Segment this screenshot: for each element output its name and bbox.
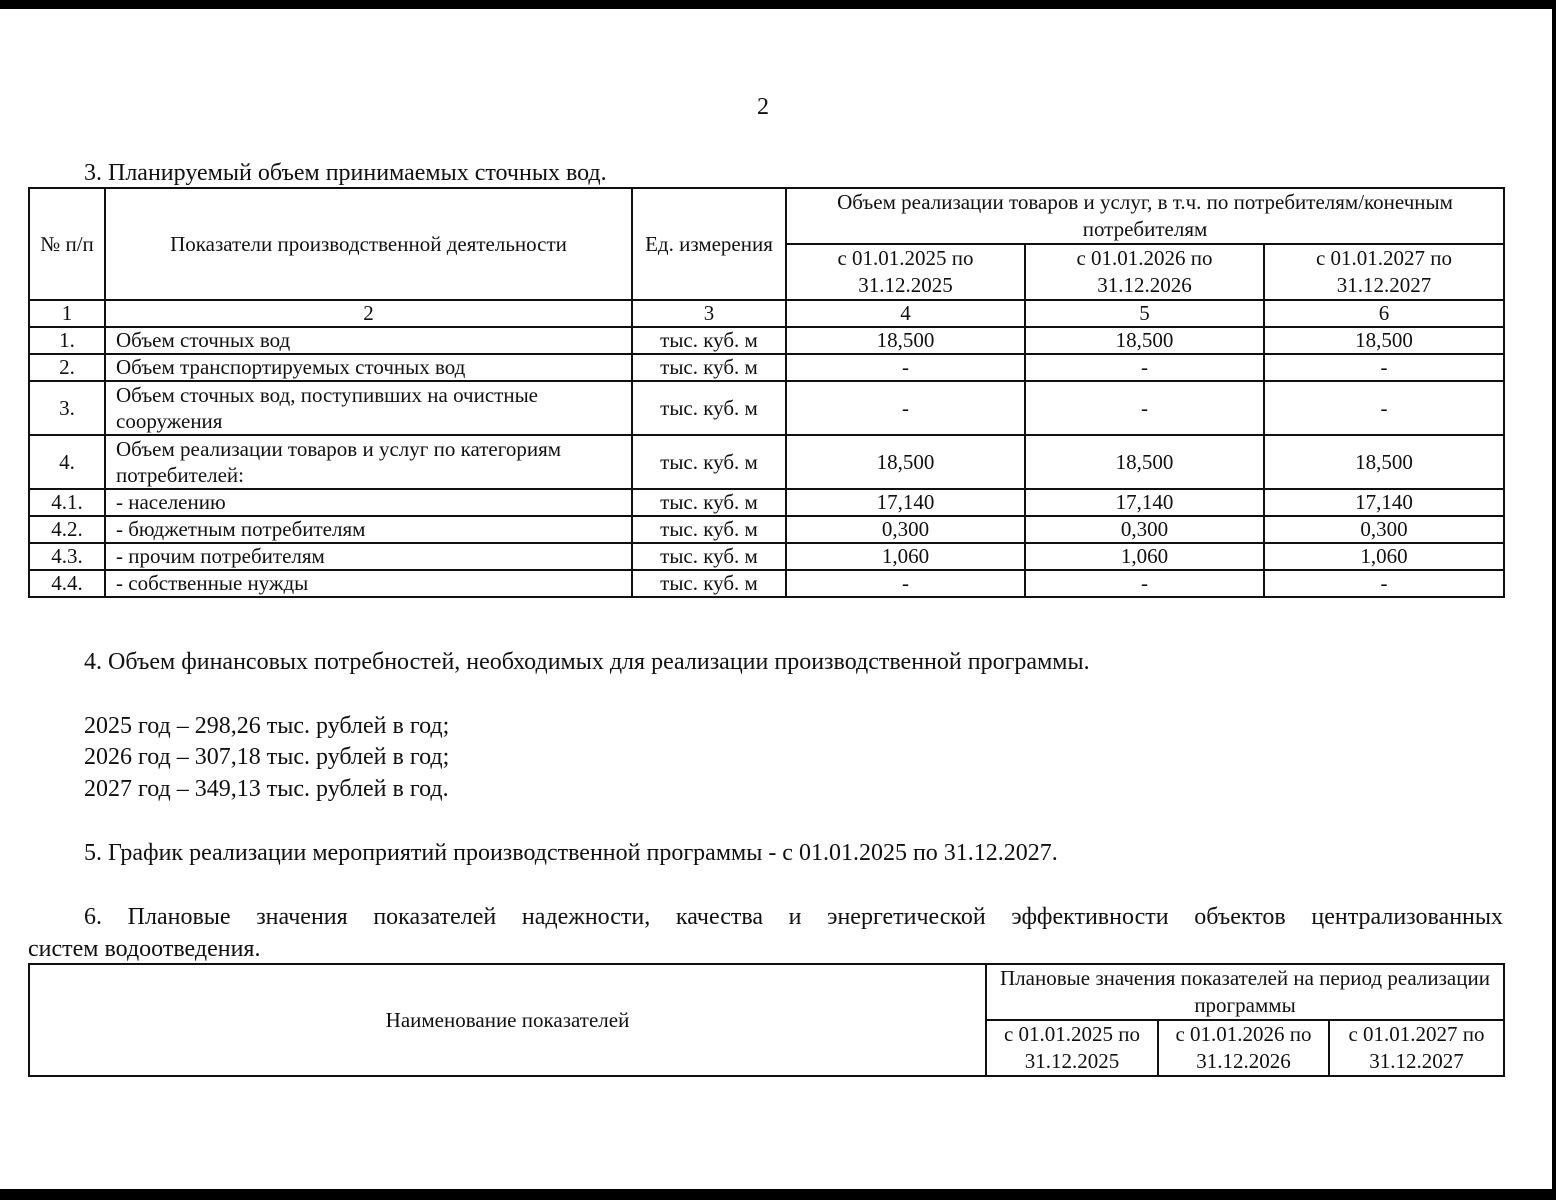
column-number: 3 [632,300,786,327]
wastewater-volume-table [28,187,1505,598]
header-num: № п/п [29,188,105,300]
scan-top-border [0,0,1556,9]
row-value: - [1025,570,1264,597]
row-name: - бюджетным потребителям [105,516,632,543]
section5-text: 5. График реализации мероприятий производственной программы - с 01.01.2025 по 31.12.2027. [84,840,1058,866]
row-value: 0,300 [1264,516,1504,543]
row-name: Объем сточных вод [105,327,632,354]
table-row [29,489,1504,516]
row-unit: тыс. куб. м [632,516,786,543]
row-name: Объем реализации товаров и услуг по категориям потребителей: [105,435,632,489]
row-num: 2. [29,354,105,381]
header-volume-group: Объем реализации товаров и услуг, в т.ч. по потребителям/конечным потребителям [786,188,1504,244]
page-number: 2 [757,94,769,120]
row-unit: тыс. куб. м [632,489,786,516]
row-value: - [1025,354,1264,381]
row-num: 4.3. [29,543,105,570]
row-name: - прочим потребителям [105,543,632,570]
table-row [29,435,1504,489]
row-value: 1,060 [1025,543,1264,570]
finance-line-2025: 2025 год – 298,26 тыс. рублей в год; [84,713,450,739]
finance-line-2027: 2027 год – 349,13 тыс. рублей в год. [84,776,449,802]
row-unit: тыс. куб. м [632,381,786,435]
section3-title: 3. Планируемый объем принимаемых сточных вод. [84,160,607,186]
section6-title-cont: систем водоотведения. [28,936,261,962]
row-num: 4.2. [29,516,105,543]
table-row [29,327,1504,354]
finance-line-2026: 2026 год – 307,18 тыс. рублей в год; [84,744,450,770]
section6-title: 6. Плановые значения показателей надежности, качества и энергетической эффективности объектов централизованных [84,904,1503,930]
row-value: 18,500 [786,435,1025,489]
row-value: 0,300 [786,516,1025,543]
column-numbers-row [29,300,1504,327]
row-value: 18,500 [1264,327,1504,354]
row-value: 18,500 [786,327,1025,354]
row-value: 1,060 [786,543,1025,570]
header-period: с 01.01.2026 по 31.12.2026 [1158,1020,1329,1076]
header-unit: Ед. измерения [632,188,786,300]
header-indicator: Показатели производственной деятельности [105,188,632,300]
table-row [29,570,1504,597]
header-period: с 01.01.2025 по 31.12.2025 [986,1020,1158,1076]
row-value: - [1264,381,1504,435]
row-num: 4. [29,435,105,489]
row-num: 4.1. [29,489,105,516]
header-period: с 01.01.2026 по 31.12.2026 [1025,244,1264,300]
row-value: - [1264,354,1504,381]
row-unit: тыс. куб. м [632,435,786,489]
scan-bottom-border [0,1189,1556,1200]
row-value: - [1264,570,1504,597]
row-value: 18,500 [1264,435,1504,489]
table-row [29,381,1504,435]
row-num: 3. [29,381,105,435]
section4-title: 4. Объем финансовых потребностей, необходимых для реализации производственной программы. [84,649,1090,675]
row-value: 18,500 [1025,327,1264,354]
column-number: 2 [105,300,632,327]
row-unit: тыс. куб. м [632,543,786,570]
header-plan-group: Плановые значения показателей на период реализации программы [986,964,1504,1020]
table-row [29,354,1504,381]
scan-right-border [1552,0,1556,1200]
row-name: - собственные нужды [105,570,632,597]
row-value: - [786,354,1025,381]
table-header-row [29,964,1504,1020]
row-num: 4.4. [29,570,105,597]
column-number: 6 [1264,300,1504,327]
row-unit: тыс. куб. м [632,327,786,354]
row-value: - [786,570,1025,597]
row-value: 17,140 [1025,489,1264,516]
row-name: Объем сточных вод, поступивших на очистные сооружения [105,381,632,435]
row-value: 17,140 [1264,489,1504,516]
row-unit: тыс. куб. м [632,354,786,381]
column-number: 1 [29,300,105,327]
header-period: с 01.01.2027 по 31.12.2027 [1264,244,1504,300]
row-value: 17,140 [786,489,1025,516]
table-row [29,516,1504,543]
row-name: Объем транспортируемых сточных вод [105,354,632,381]
header-period: с 01.01.2027 по 31.12.2027 [1329,1020,1504,1076]
row-value: 1,060 [1264,543,1504,570]
row-value: 18,500 [1025,435,1264,489]
row-name: - населению [105,489,632,516]
row-unit: тыс. куб. м [632,570,786,597]
table-row [29,543,1504,570]
row-num: 1. [29,327,105,354]
row-value: - [786,381,1025,435]
table-header-row [29,188,1504,244]
indicators-table [28,963,1505,1077]
header-indicator-name: Наименование показателей [29,964,986,1076]
header-period: с 01.01.2025 по 31.12.2025 [786,244,1025,300]
row-value: 0,300 [1025,516,1264,543]
row-value: - [1025,381,1264,435]
column-number: 4 [786,300,1025,327]
column-number: 5 [1025,300,1264,327]
